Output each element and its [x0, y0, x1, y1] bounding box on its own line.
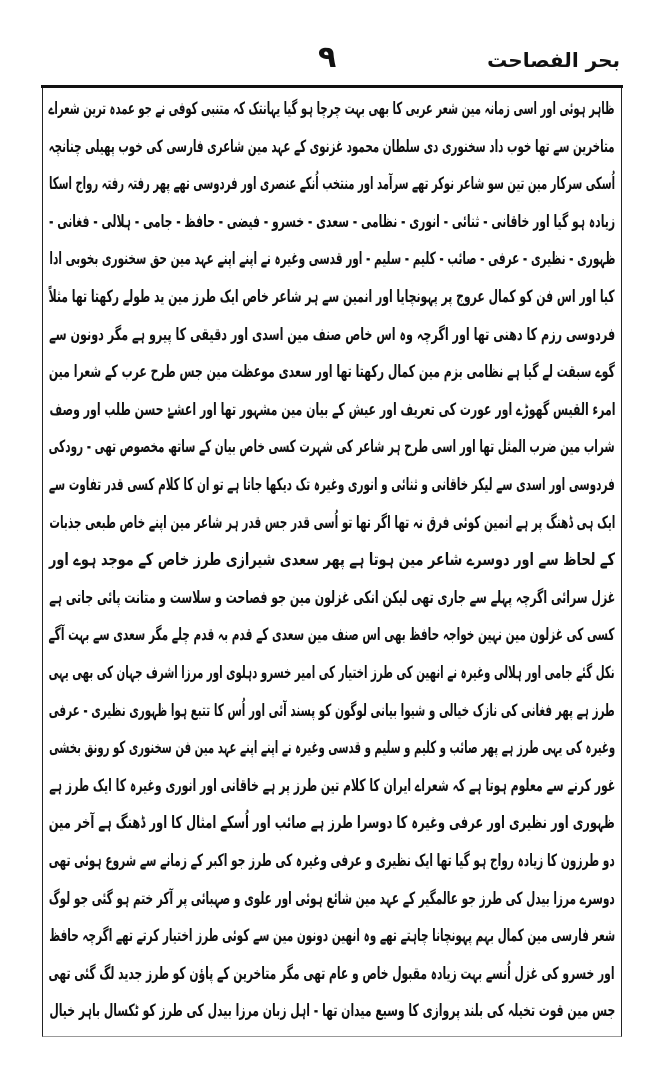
text-line-content: دوسرے مرزا بیدل کی طرز جو عالمگیر کے عہد مین شائع ہوئی اور علوی و صہبائی پر آکر ختم ہو گئی جو لوگ	[49, 888, 615, 909]
text-line-content: متاخرین سے تھا خوب داد سخنوری دی سلطان محمود غزنوی کے عہد مین شاعری فارسی کی خوب پھیلی چنانچہ	[49, 136, 615, 157]
text-line-content: کسی کی غزلون مین نہین خواجہ حافظ بھی اس صنف مین سعدی کے قدم بہ قدم چلے مگر سعدی سے بہت آگے	[49, 625, 615, 646]
text-line	[49, 921, 615, 955]
text-line-content: دو طرزون کا زیادہ رواج ہو گیا تھا ایک نظیری و عرفی وغیرہ کی طرز جو اکبر کے زمانے سے شروع ہوئی تھی	[49, 851, 615, 871]
text-line-content: اُسکی سرکار مین تین سو شاعر نوکر تھے سرآمد اور منتخب اُنکے عنصری اور فردوسی تھے پھر رفتہ رفتہ رواج اسکا	[49, 174, 615, 195]
text-line	[49, 357, 615, 391]
text-line	[49, 508, 615, 542]
text-line	[49, 244, 615, 278]
text-line	[49, 169, 615, 203]
text-frame	[42, 88, 622, 1037]
text-line-content: نکل گئے جامی اور ہلالی وغیرہ نے انھین کی طرز اختیار کی امیر خسرو دہلوی اور مرزا اشرف جہان کی بھی یہی	[49, 663, 615, 683]
text-line	[49, 696, 615, 730]
text-line-content: ظہوری - نظیری - عرفی - صائب - کلیم - سلیم - اور قدسی وغیرہ نے اپنے اپنے عہد مین حق سخنوری بخوبی ادا	[49, 249, 615, 270]
text-line-content: شراب مین ضرب المثل تھا اور اسی طرح ہر شاعر کی شہرت کسی خاص بیان کے ساتھ مخصوص تھی - رودکی	[49, 437, 615, 458]
text-line	[49, 320, 615, 354]
text-line	[49, 583, 615, 617]
text-line-content: ظہوری اور نظیری اور عرفی وغیرہ کا دوسرا طرز ہے صائب اور اُسکے امثال کا اور ڈھنگ ہے آخر مین	[49, 813, 615, 834]
text-line-content: شعر فارسی مین کمال بہم پہونچانا چاہتے تھے وہ انھین دونون مین سے کوئی طرز اختیار کرتے تھے اگرچہ حافظ	[49, 926, 615, 947]
text-line-content: کیا اور اس فن کو کمال عروج پر پہونچایا اور انمین سے ہر شاعر خاص ایک طرز مین ید طولے رکھتا تھا مثلاً	[49, 287, 615, 307]
text-line	[49, 432, 615, 466]
text-line	[49, 846, 615, 880]
text-line	[49, 658, 615, 692]
text-line	[49, 282, 615, 316]
text-line	[49, 132, 615, 166]
text-line	[49, 395, 615, 429]
text-line	[49, 808, 615, 842]
text-line	[49, 771, 615, 805]
text-line	[49, 884, 615, 918]
text-line	[49, 207, 615, 241]
text-line	[49, 545, 615, 579]
text-line-content: اور خسرو کی غزل اُنسے بہت زیادہ مقبول خاص و عام تھی مگر متاخرین کے پاؤن کو طرز جدید لگ گئی تھی	[49, 963, 615, 984]
text-line-content: فردوسی رزم کا دھنی تھا اور اگرچہ وہ اس خاص صنف مین اسدی اور دقیقی کا پیرو ہے مگر دونون سے	[49, 324, 615, 345]
text-line	[49, 470, 615, 504]
text-line-content: ایک ہی ڈھنگ پر ہے انمین کوئی فرق نہ تھا اگر تھا تو اُسی قدر جس قدر ہر شاعر مین اپنے خاص طبعی جذبات	[49, 512, 615, 533]
text-line	[49, 959, 615, 993]
text-line-content: غور کرنے سے معلوم ہوتا ہے کہ شعراے ایران کا کلام تین طرز پر ہے خاقانی اور انوری وغیرہ کا ایک طرز ہے	[49, 775, 615, 796]
text-line-content: کے لحاظ سے اور دوسرے شاعر مین ہوتا ہے پھر سعدی شیرازی طرز خاص کے موجد ہوے اور	[49, 550, 615, 571]
text-line	[49, 94, 615, 128]
text-line-content: گوے سبقت لے گیا ہے نظامی بزم مین کمال رکھتا تھا اور سعدی موعظت مین جس طرح عرب کے شعرا مین	[49, 362, 615, 383]
text-line-content: جس مین قوت تخیلہ کی بلند پروازی کا وسیع میدان تھا - اہل زبان مرزا بیدل کی طرز کو ٹکسال باہر خیال	[49, 1001, 615, 1022]
text-line	[49, 620, 615, 654]
text-line-content: امرء القیس گھوڑے اور عورت کی تعریف اور عیش کے بیان مین مشہور تھا اور اعشےٰ حسن طلب اور وصف	[49, 399, 615, 420]
text-line-content: فردوسی اور اسدی سے لیکر خاقانی و ثنائی و انوری وغیرہ تک دیکھا جاتا ہے تو ان کا کلام کسی قدر تفاوت سے	[49, 475, 615, 495]
text-line	[49, 996, 615, 1030]
text-line-content: غزل سرائی اگرچہ پہلے سے جاری تھی لیکن انکی غزلون مین جو فصاحت و سلاست و متانت پائی جاتی ہے	[49, 587, 615, 608]
page-number: ۹	[318, 40, 337, 75]
text-line-content: وغیرہ کی یہی طرز ہے پھر صائب و کلیم و سلیم و قدسی وغیرہ نے اپنے اپنے عہد مین فن سخنوری کو رونق بخشی	[49, 738, 615, 759]
running-title: بحر الفصاحت	[487, 48, 620, 72]
text-line	[49, 733, 615, 767]
text-line-content: ظاہر ہوئی اور اسی زمانہ مین شعر عربی کا بھی بہت چرچا ہو گیا یہانتک کہ متنبی کوفی نے جو عمدہ ترین شعراے	[49, 99, 615, 119]
text-line-content: زیادہ ہو گیا اور خاقانی - ثنائی - انوری - نظامی - سعدی - خسرو - فیضی - حافظ - جامی - ہلالی - فغانی -	[49, 211, 615, 232]
text-line-content: طرز ہے پھر فغانی کی نازک خیالی و شیوا بیانی لوگون کو پسند آئی اور اُس کا تتبع ہوا ظہوری نظیری - عرفی	[49, 700, 615, 721]
